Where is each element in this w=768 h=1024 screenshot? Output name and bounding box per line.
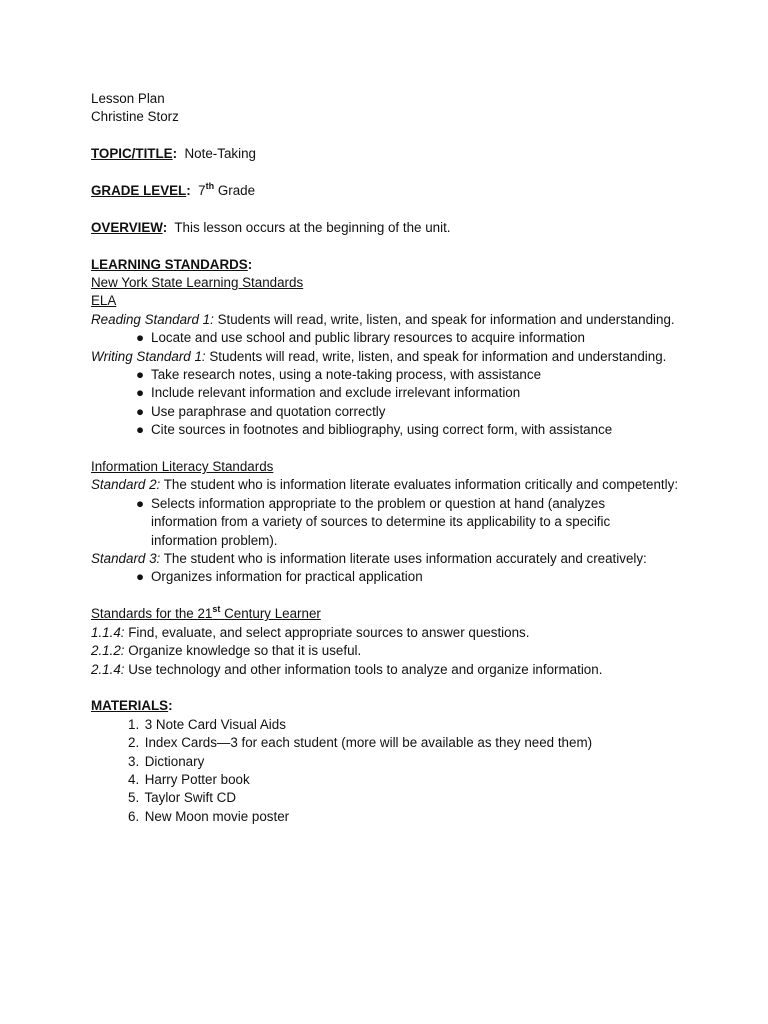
std3-text: The student who is information literate uses information accurately and creatively: [163,551,647,567]
list-item: ● Cite sources in footnotes and bibliography, using correct form, with assistance [151,421,691,439]
bullet-icon: ● [135,495,145,511]
materials-heading: MATERIALS: [91,698,173,714]
list-item: ● Selects information appropriate to the problem or question at hand (analyzes information from a variety of sources to determine its applicability to a specific information problem). [135,495,611,548]
std2-label: Standard 2: [91,477,161,493]
std3-label: Standard 3: [91,551,161,567]
infolit-standard-2 [91,476,691,494]
reading-text: Students will read, write, listen, and speak for information and understanding. [217,311,675,327]
c21-item: 2.1.2: Organize knowledge so that it is useful. [91,643,362,659]
list-item: 1. 3 Note Card Visual Aids [128,716,286,732]
list-item: ● Locate and use school and public library resources to acquire information [151,329,691,347]
bullet-icon: ● [135,367,145,383]
nys-title: New York State Learning Standards [91,275,304,290]
bullet-icon: ● [135,569,145,585]
overview-label: OVERVIEW [91,219,163,235]
std3-bullets [91,568,691,586]
document-page [91,90,691,826]
list-item: ● Take research notes, using a note-taking process, with assistance [151,366,691,384]
std2-text: The student who is information literate evaluates information critically and competently: [163,477,679,493]
author-name: Christine Storz [91,109,179,125]
materials-label: MATERIALS [91,698,169,714]
grade-label: GRADE LEVEL [91,183,187,198]
std2-bullets [91,495,691,550]
c21-item: 2.1.4: Use technology and other information tools to analyze and organize information. [91,661,603,677]
reading-bullets [91,329,691,347]
reading-standard [91,311,691,329]
list-item: 6. New Moon movie poster [128,808,290,824]
topic-line: TOPIC/TITLE: Note-Taking [91,146,256,162]
c21-item: 1.1.4: Find, evaluate, and select appropriate sources to answer questions. [91,624,530,640]
list-item: 2. Index Cards—3 for each student (more will be available as they need them) [128,735,593,751]
writing-text: Students will read, write, listen, and speak for information and understanding. [209,348,667,364]
infolit-standard-3 [91,550,691,568]
grade-suffix: th [205,181,215,191]
c21-title: Standards for the 21st Century Learner [91,604,321,622]
topic-value: Note-Taking [184,146,256,162]
grade-word: Grade [217,183,256,198]
list-item: 5. Taylor Swift CD [128,790,237,806]
bullet-icon: ● [135,330,145,346]
writing-bullets [91,366,691,440]
list-item: ● Organizes information for practical application [151,568,691,586]
doc-heading: Lesson Plan [91,91,165,106]
standards-heading: LEARNING STANDARDS: [91,256,253,272]
overview-line: OVERVIEW: This lesson occurs at the beginning of the unit. [91,219,451,235]
materials-list [91,716,691,826]
writing-label: Writing Standard 1: [91,348,206,364]
bullet-icon: ● [135,385,145,401]
reading-label: Reading Standard 1: [91,311,214,327]
list-item: 3. Dictionary [128,753,205,769]
bullet-icon: ● [135,422,145,438]
list-item: 4. Harry Potter book [128,771,250,787]
writing-standard [91,348,691,366]
infolit-title: Information Literacy Standards [91,459,274,475]
grade-number: 7 [198,183,206,198]
standards-label: LEARNING STANDARDS [91,256,248,272]
list-item: ● Include relevant information and exclude irrelevant information [151,384,691,402]
overview-value: This lesson occurs at the beginning of the unit. [174,219,451,235]
topic-label: TOPIC/TITLE [91,146,173,162]
ela-subject: ELA [91,293,117,309]
list-item: ● Use paraphrase and quotation correctly [151,403,691,421]
grade-line: GRADE LEVEL: 7th Grade [91,181,256,198]
bullet-icon: ● [135,403,145,419]
